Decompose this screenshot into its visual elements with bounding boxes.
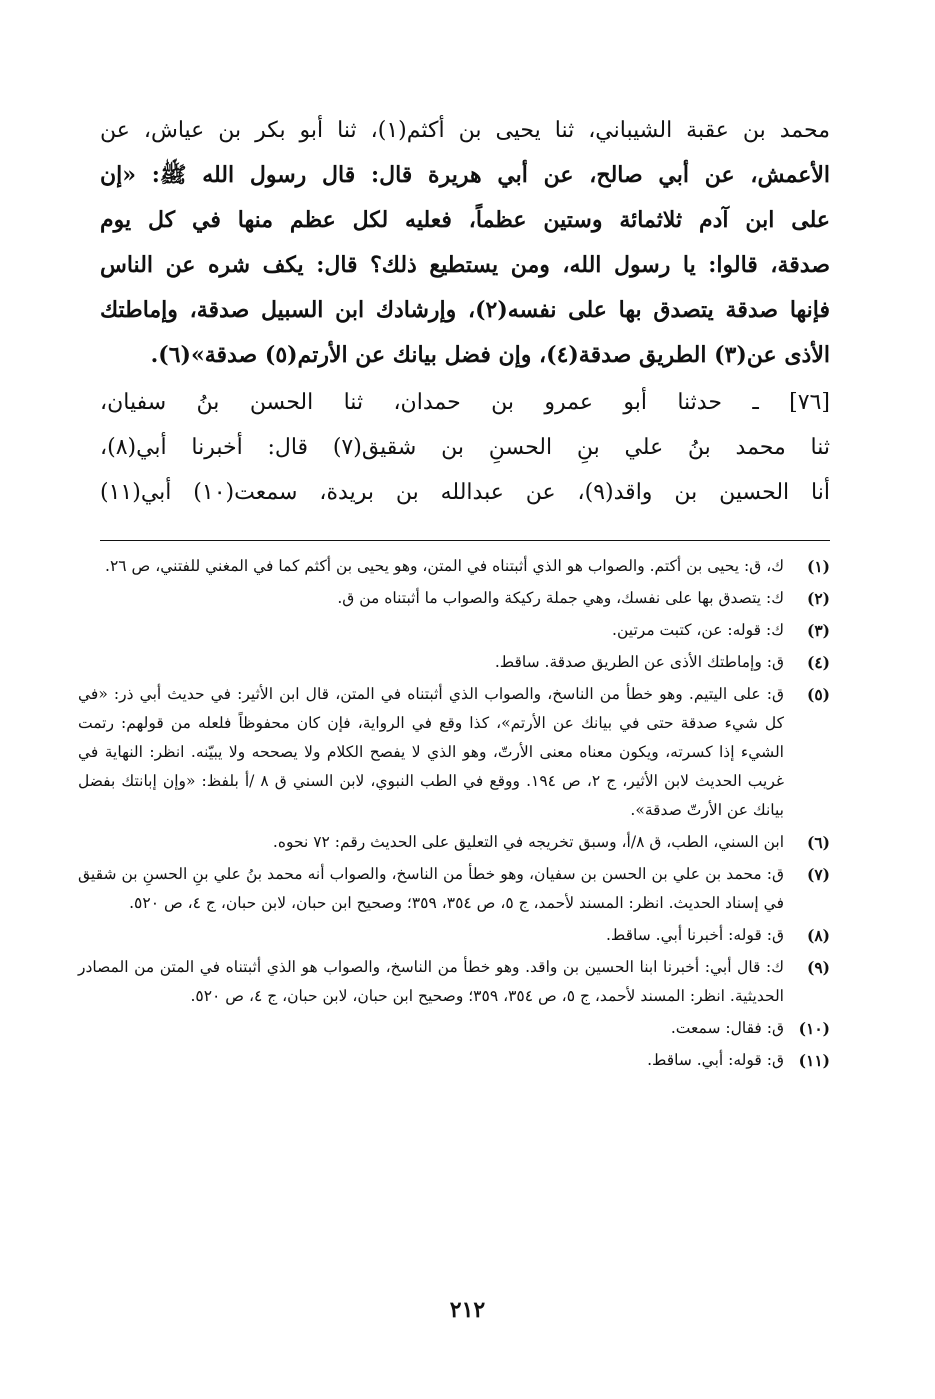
hadith-line: [٧٦] ـ حدثنا أبو عمرو بن حمدان، ثنا الحسن بنُ سفيان، xyxy=(100,390,830,415)
footnote-text: ق: محمد بن علي بن الحسن بن سفيان، وهو خطأ من الناسخ، والصواب أنه محمد بنُ علي بنِ الحسنِ بن شقيق في إسناد الحديث. انظر: المسند لأحمد، ج ٥، ص ٣٥٤، ٣٥٩؛ وصحيح ابن حبان، لابن حبان، ج ٤، ص ٥٢٠. xyxy=(78,865,784,912)
footnote-number: (٩) xyxy=(806,958,830,977)
footnote-number: (٣) xyxy=(806,621,830,640)
footnote-number: (٤) xyxy=(806,653,830,672)
main-line: صدقة، قالوا: يا رسول الله، ومن يستطيع ذلك؟ قال: يكف شره عن الناس xyxy=(100,252,830,278)
footnote-text: ابن السني، الطب، ق ٨/أ، وسبق تخريجه في التعليق على الحديث رقم: ٧٢ نحوه. xyxy=(272,833,784,851)
footnote-text: ك، ق: يحيى بن أكتم. والصواب هو الذي أثبتناه في المتن، وهو يحيى بن أكثم كما في المغني للفتني، ص ٢٦. xyxy=(105,557,784,575)
footnote-number: (١١) xyxy=(798,1051,830,1070)
footnote-text: ق: قوله: أخبرنا أبي. ساقط. xyxy=(605,926,784,944)
main-text xyxy=(100,108,830,378)
main-line: على ابن آدم ثلاثمائة وستين عظماً، فعليه لكل عظم منها في كل يوم xyxy=(100,207,830,233)
footnote-separator xyxy=(100,540,830,541)
footnote-number: (١٠) xyxy=(798,1019,830,1038)
footnote xyxy=(78,680,830,825)
page-number: ٢١٢ xyxy=(449,1297,486,1323)
footnote xyxy=(78,552,830,581)
hadith-line: أنا الحسين بن واقد(٩)، عن عبدالله بن بريدة، سمعت(١٠) أبي(١١) xyxy=(100,480,830,505)
main-line: الأذى عن(٣) الطريق صدقة(٤)، وإن فضل بيانك عن الأرتم(٥) صدقة»(٦). xyxy=(150,342,830,368)
footnote xyxy=(78,616,830,645)
footnote xyxy=(78,860,830,918)
hadith-line: ثنا محمد بنُ علي بنِ الحسنِ بن شقيق(٧) قال: أخبرنا أبي(٨)، xyxy=(100,435,830,460)
footnote xyxy=(78,648,830,677)
footnote-text: ك: قوله: عن، كتبت مرتين. xyxy=(612,621,784,639)
main-line: الأعمش، عن أبي صالح، عن أبي هريرة قال: قال رسول الله ﷺ: «إن xyxy=(100,162,830,188)
footnote xyxy=(78,1046,830,1075)
footnote-number: (٨) xyxy=(806,926,830,945)
footnote xyxy=(78,828,830,857)
footnote-number: (٥) xyxy=(806,685,830,704)
main-line: محمد بن عقبة الشيباني، ثنا يحيى بن أكثم(١)، ثنا أبو بكر بن عياش، عن xyxy=(100,118,830,143)
footnote-text: ك: قال أبي: أخبرنا ابنا الحسين بن واقد. وهو خطأ من الناسخ، والصواب هو الذي أثبتناه في المتن من المصادر الحديثية. انظر: المسند لأحمد، ج ٥، ص ٣٥٤، ٣٥٩؛ وصحيح ابن حبان، لابن حبان، ج ٤، ص ٥٢٠. xyxy=(78,958,784,1005)
footnote-number: (١) xyxy=(806,557,830,576)
footnotes xyxy=(78,552,830,1078)
footnote xyxy=(78,953,830,1011)
footnote-number: (٢) xyxy=(806,589,830,608)
main-line: فإنها صدقة يتصدق بها على نفسه(٢)، وإرشادك ابن السبيل صدقة، وإماطتك xyxy=(100,297,830,323)
footnote-text: ق: على اليتيم. وهو خطأ من الناسخ، والصواب الذي أثبتناه في المتن، قال ابن الأثير: في حديث أبي ذر: «في كل شيء صدقة حتى في بيانك عن الأرتم»، كذا وقع في الرواية، فإن كان محفوظاً فلعله من قولهم: رتمت الشيء إذا كسرته، ويكون معناه معنى الأرتّ، وهو الذي لا يفصح الكلام ولا يصححه ولا يبيّنه. انظر: النهاية في غريب الحديث لابن الأثير، ج ٢، ص ١٩٤. ووقع في الطب النبوي، لابن السني ق ٨ /أ بلفظ: «وإن إبانتك بفضل بيانك عن الأرتّ صدقة». xyxy=(78,685,784,819)
hadith-76 xyxy=(100,380,830,515)
footnote-number: (٧) xyxy=(806,865,830,884)
footnote-text: ق: قوله: أبي. ساقط. xyxy=(647,1051,784,1069)
footnote xyxy=(78,921,830,950)
footnote-text: ق: وإماطتك الأذى عن الطريق صدقة. ساقط. xyxy=(494,653,784,671)
footnote-text: ق: فقال: سمعت. xyxy=(670,1019,784,1037)
footnote-number: (٦) xyxy=(806,833,830,852)
footnote xyxy=(78,1014,830,1043)
footnote-text: ك: يتصدق بها على نفسك، وهي جملة ركيكة والصواب ما أثبتناه من ق. xyxy=(337,589,784,607)
footnote xyxy=(78,584,830,613)
